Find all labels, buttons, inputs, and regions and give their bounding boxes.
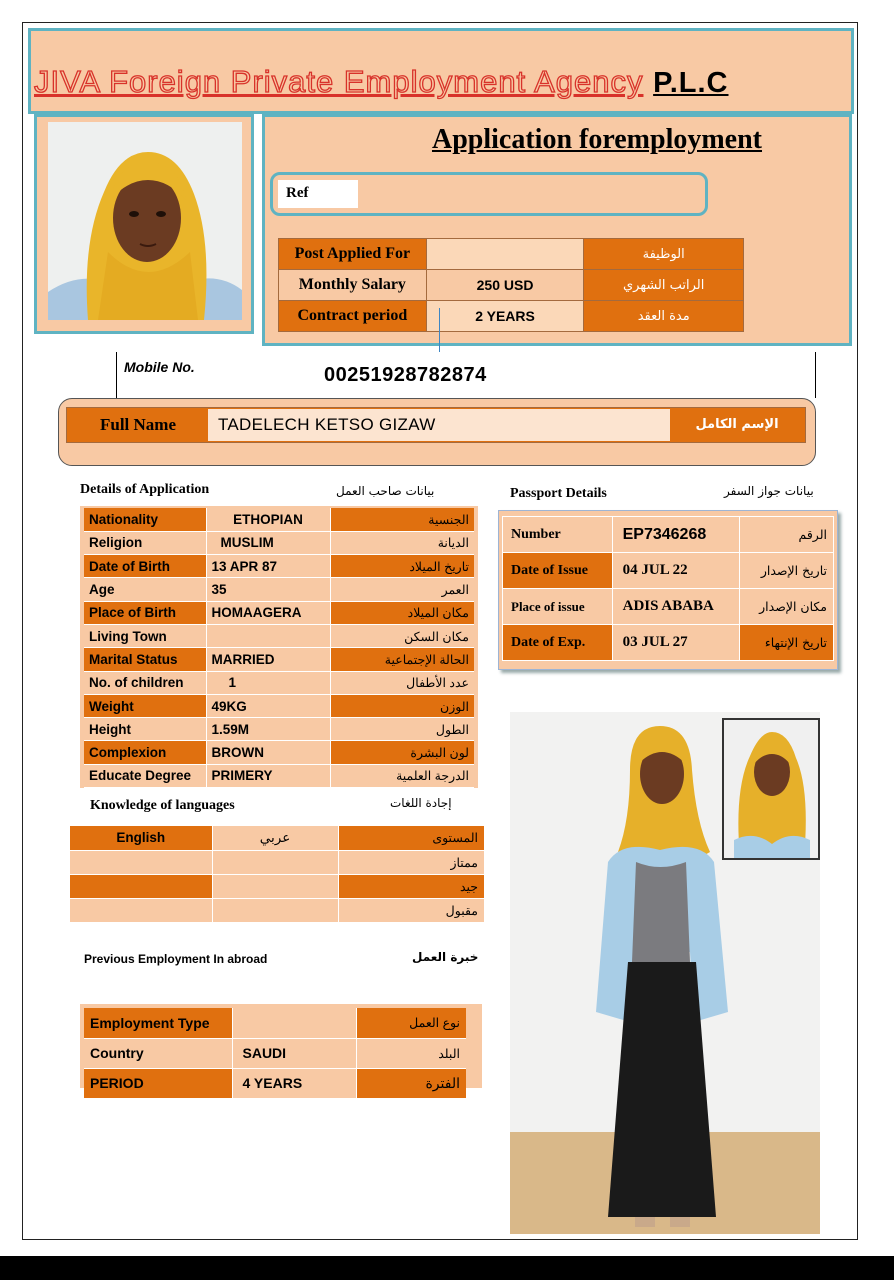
salary-arabic: الراتب الشهري [584,270,744,301]
detail-arabic: الحالة الإجتماعية [330,648,474,671]
post-table [278,238,744,332]
details-row [84,508,474,531]
passport-arabic: الرقم [740,517,834,553]
detail-label: No. of children [84,671,206,694]
lang-level: مقبول [338,898,484,922]
lang-english-cell [70,850,212,874]
details-table [84,508,474,788]
passport-arabic: تاريخ الإنتهاء [740,625,834,661]
connector-line [439,308,440,352]
agency-title [34,64,854,100]
detail-arabic: الطول [330,718,474,741]
passport-value: EP7346268 [612,517,740,553]
details-row [84,718,474,741]
detail-value: MUSLIM [206,531,330,554]
lang-english-header: English [70,826,212,850]
ref-label: Ref [278,180,358,208]
lang-level: ممتاز [338,850,484,874]
details-heading: Details of Application [80,482,210,497]
full-name-arabic: الإسم الكامل [695,417,779,432]
contract-label: Contract period [279,301,427,332]
employment-label: Country [84,1038,232,1068]
passport-row [503,589,834,625]
details-row [84,531,474,554]
languages-row [70,898,484,922]
languages-heading: Knowledge of languages [90,798,235,813]
detail-arabic: لون البشرة [330,741,474,764]
detail-value: HOMAAGERA [206,601,330,624]
details-row [84,671,474,694]
portrait-photo [48,122,242,320]
detail-value: 35 [206,578,330,601]
employment-table [84,1008,466,1099]
post-label: Post Applied For [279,239,427,270]
details-row [84,555,474,578]
passport-row [503,517,834,553]
employment-label: PERIOD [84,1068,232,1098]
passport-row [503,625,834,661]
passport-heading: Passport Details [510,486,607,501]
languages-header-row [70,826,484,850]
detail-arabic: تاريخ الميلاد [330,555,474,578]
lang-english-cell [70,874,212,898]
passport-value: ADIS ABABA [612,589,740,625]
post-arabic: الوظيفة [584,239,744,270]
employment-row [84,1068,466,1098]
detail-arabic: مكان السكن [330,624,474,647]
detail-label: Weight [84,694,206,717]
employment-value: SAUDI [232,1038,356,1068]
detail-value: 1.59M [206,718,330,741]
passport-value: 03 JUL 27 [612,625,740,661]
details-heading-arabic: بيانات صاحب العمل [336,484,435,498]
detail-value: 49KG [206,694,330,717]
detail-label: Living Town [84,624,206,647]
details-row [84,601,474,624]
details-row [84,624,474,647]
full-name-value: TADELECH KETSO GIZAW [208,409,670,441]
detail-label: Religion [84,531,206,554]
detail-label: Place of Birth [84,601,206,624]
detail-label: Height [84,718,206,741]
detail-label: Educate Degree [84,764,206,787]
detail-value: PRIMERY [206,764,330,787]
post-value [426,239,584,270]
detail-label: Marital Status [84,648,206,671]
languages-table [70,826,484,923]
details-row [84,694,474,717]
detail-arabic: الدرجة العلمية [330,764,474,787]
passport-heading-arabic: بيانات جواز السفر [724,484,814,498]
detail-value: 1 [206,671,330,694]
details-row [84,648,474,671]
employment-heading: Previous Employment In abroad [84,952,268,966]
detail-arabic: مكان الميلاد [330,601,474,624]
passport-label: Place of issue [503,589,613,625]
detail-arabic: الديانة [330,531,474,554]
detail-label: Nationality [84,508,206,531]
passport-row [503,553,834,589]
detail-label: Complexion [84,741,206,764]
details-row [84,578,474,601]
details-row [84,741,474,764]
agency-name: JIVA Foreign Private Employment Agency [34,64,644,99]
employment-row [84,1008,466,1038]
salary-row [279,270,744,301]
passport-value: 04 JUL 22 [612,553,740,589]
employment-arabic: البلد [356,1038,466,1068]
languages-heading-arabic: إجادة اللغات [390,796,452,810]
employment-label: Employment Type [84,1008,232,1038]
detail-arabic: عدد الأطفال [330,671,474,694]
employment-arabic: نوع العمل [356,1008,466,1038]
employment-heading-arabic: خبرة العمل [412,950,479,964]
employment-value: 4 YEARS [232,1068,356,1098]
lang-level-header: المستوى [338,826,484,850]
passport-label: Date of Issue [503,553,613,589]
detail-value: 13 APR 87 [206,555,330,578]
agency-suffix: P.L.C [653,67,729,99]
detail-label: Date of Birth [84,555,206,578]
full-name-label: Full Name [99,415,177,434]
detail-arabic: الوزن [330,694,474,717]
application-title: Application foremployment [431,124,763,155]
details-row [84,764,474,787]
detail-value: BROWN [206,741,330,764]
lang-arabic-cell [212,850,338,874]
passport-arabic: مكان الإصدار [740,589,834,625]
languages-row [70,850,484,874]
employment-row [84,1038,466,1068]
mobile-value: 00251928782874 [324,364,487,386]
passport-label: Number [503,517,613,553]
bottom-bar [0,1256,894,1280]
lang-level: جيد [338,874,484,898]
passport-arabic: تاريخ الإصدار [740,553,834,589]
employment-arabic: الفترة [356,1068,466,1098]
detail-value: ETHOPIAN [206,508,330,531]
detail-arabic: العمر [330,578,474,601]
detail-label: Age [84,578,206,601]
lang-arabic-cell [212,874,338,898]
contract-row [279,301,744,332]
salary-label: Monthly Salary [279,270,427,301]
lang-english-cell [70,898,212,922]
lang-arabic-cell [212,898,338,922]
contract-value: 2 YEARS [426,301,584,332]
mobile-label: Mobile No. [124,359,195,375]
detail-value: MARRIED [206,648,330,671]
salary-value: 250 USD [426,270,584,301]
detail-arabic: الجنسية [330,508,474,531]
lang-arabic-header: عربي [212,826,338,850]
employment-value [232,1008,356,1038]
detail-value [206,624,330,647]
passport-table [502,516,834,661]
contract-arabic: مدة العقد [584,301,744,332]
languages-row [70,874,484,898]
inset-portrait-photo [722,718,820,860]
post-row [279,239,744,270]
passport-label: Date of Exp. [503,625,613,661]
